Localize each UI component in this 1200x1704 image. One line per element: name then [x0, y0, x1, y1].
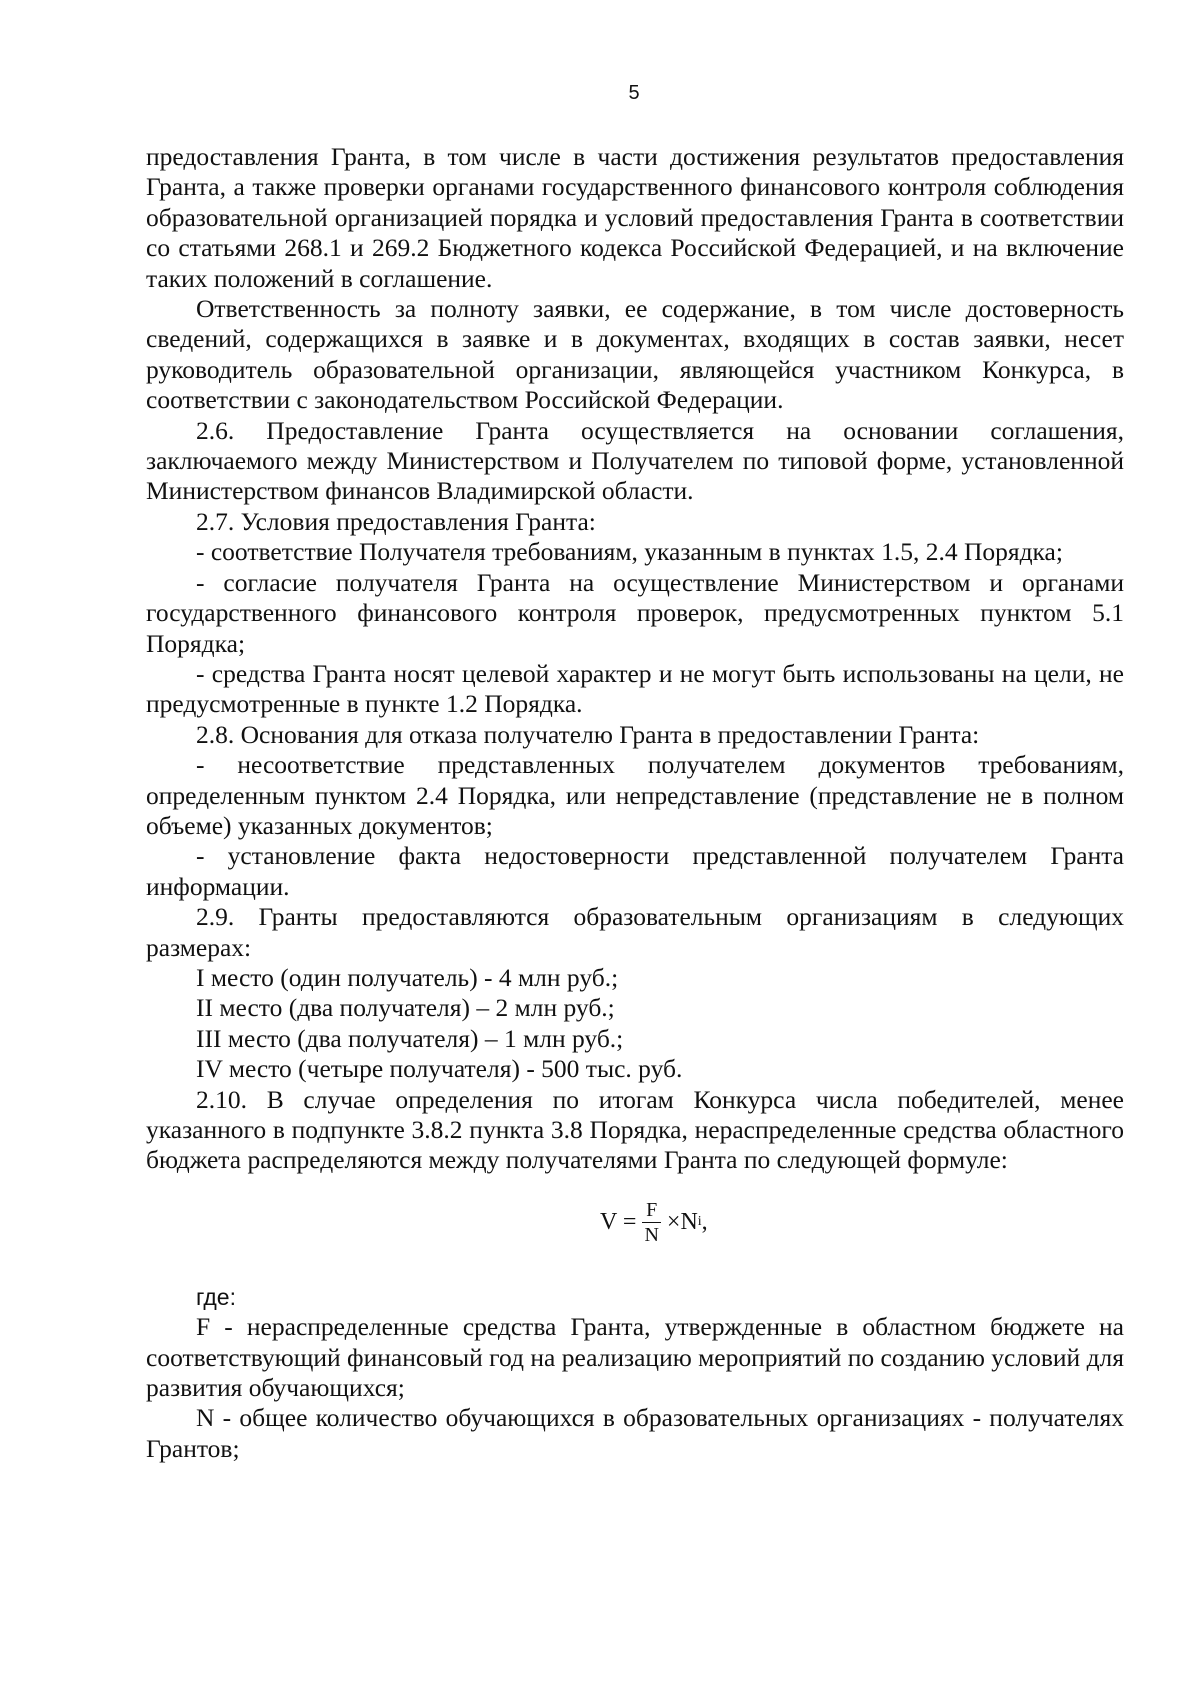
formula-rhs-sub: i	[697, 1214, 702, 1230]
paragraph-2-6: 2.6. Предоставление Гранта осуществляется на основании соглашения, заключаемого между Министерством и Получателем по типовой форме, установленной Министерством финансов Владимирской области.	[146, 415, 1124, 506]
formula-fraction	[640, 1198, 662, 1247]
definition-f: F - нераспределенные средства Гранта, утвержденные в областном бюджете на соответствующий финансовый год на реализацию мероприятий по созданию условий для развития обучающихся;	[146, 1312, 1124, 1403]
paragraph-grant-control: предоставления Гранта, в том числе в части достижения результатов предоставления Гранта, а также проверки органами государственного финансового контроля соблюдения образовательной организацией порядка и условий предоставления Гранта в соответствии со статьями 268.1 и 269.2 Бюджетного кодекса Российской Федерацией, и на включение таких положений в соглашение.	[146, 142, 1124, 293]
definition-n: N - общее количество обучающихся в образовательных организациях - получателях Грантов;	[146, 1403, 1124, 1463]
place-item-1: I место (один получатель) - 4 млн руб.;	[196, 962, 619, 992]
place-item-3: III место (два получателя) – 1 млн руб.;	[196, 1023, 624, 1053]
refusal-item-2: - установление факта недостоверности представленной получателем Гранта информации.	[146, 841, 1124, 901]
formula-times: ×	[666, 1209, 681, 1236]
paragraph-2-7-heading: 2.7. Условия предоставления Гранта:	[196, 506, 596, 536]
place-item-2: II место (два получателя) – 2 млн руб.;	[196, 993, 615, 1023]
formula-rhs-var: N	[680, 1209, 698, 1236]
page-number: 5	[628, 82, 640, 104]
document-body	[146, 142, 1124, 1464]
formula-block	[146, 1176, 1124, 1282]
paragraph-2-8-heading: 2.8. Основания для отказа получателю Гранта в предоставлении Гранта:	[196, 719, 980, 749]
condition-item-2: - согласие получателя Гранта на осуществление Министерством и органами государственного финансового контроля проверок, предусмотренных пунктом 5.1 Порядка;	[146, 567, 1124, 658]
formula-denominator: N	[644, 1223, 659, 1246]
condition-item-1: - соответствие Получателя требованиям, указанным в пунктах 1.5, 2.4 Порядка;	[196, 537, 1063, 567]
condition-item-3: - средства Гранта носят целевой характер и не могут быть использованы на цели, не предусмотренные в пункте 1.2 Порядка.	[146, 658, 1124, 719]
refusal-item-1: - несоответствие представленных получателем документов требованиям, определенным пунктом 2.4 Порядка, или непредставление (представление не в полном объеме) указанных документов;	[146, 750, 1124, 840]
where-label: где:	[196, 1283, 236, 1310]
formula-tail: ,	[701, 1209, 708, 1236]
paragraph-responsibility: Ответственность за полноту заявки, ее содержание, в том числе достоверность сведений, содержащихся в заявке и в документах, входящих в состав заявки, несет руководитель образовательной организации, являющейся участником Конкурса, в соответствии с законодательством Российской Федерации.	[146, 294, 1124, 415]
paragraph-2-9: 2.9. Гранты предоставляются образовательным организациям в следующих размерах:	[146, 902, 1124, 962]
place-item-4: IV место (четыре получателя) - 500 тыс. руб.	[196, 1054, 683, 1084]
formula-numerator: F	[642, 1198, 661, 1223]
distribution-formula	[600, 1198, 708, 1247]
formula-lhs: V =	[600, 1209, 637, 1236]
paragraph-2-10: 2.10. В случае определения по итогам Конкурса числа победителей, менее указанного в подпункте 3.8.2 пункта 3.8 Порядка, нераспределенные средства областного бюджета распределяются между получателями Гранта по следующей формуле:	[146, 1084, 1124, 1175]
